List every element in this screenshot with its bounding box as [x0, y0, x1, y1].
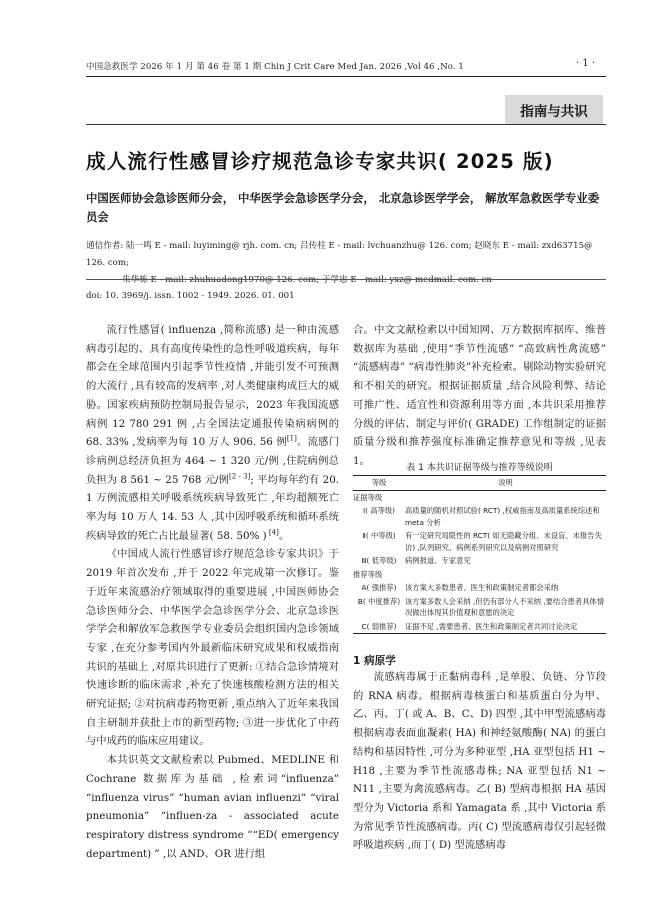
table-cell: 有一定研究局限性的 RCT( 如无隐藏分组、未设盲、未报告失访) ,队列研究、病例系列研究以及病例对照研究: [405, 531, 602, 552]
table-row: [353, 581, 606, 595]
page-number: · 1 ·: [576, 58, 596, 69]
paragraph-methods-cont: 合。中文文献检索以中国知网、万方数据库据库、维普数据库为基础 ,使用“季节性流感” “高致病性禽流感” “流感病毒” “病毒性肺炎”补充检索。剔除动物实验研究和不相关的研究。根据证据质量 ,结合风险利弊、结论可推广性、适宜性和资源利用等方面 ,本共识采用推荐分级的评估、制定与评价( GRADE) 工作组制定的证据质量分级和推荐强度标准确定推荐意见和等级 ,见表 1。: [353, 324, 606, 467]
right-column: [353, 321, 606, 471]
text-run: ; 平均每年约有 20. 1 万例流感相关呼吸系统疾病导致死亡 ,年均超额死亡率为每 10 万人 14. 53 人 ,其中因呼吸系统和循环系统疾病导致的死亡占比最显著( 58. 50% ): [86, 473, 340, 542]
table-cell: C( 弱推荐): [353, 620, 405, 634]
text-run: 。: [278, 529, 290, 542]
table-caption: 表 1 本共识证据等级与推荐等级说明: [406, 463, 553, 473]
citation[interactable]: [1]: [286, 434, 297, 443]
section-heading: 1 病原学: [353, 655, 396, 667]
table-row: [353, 504, 606, 529]
table-cell: 病例报道、专家意见: [405, 556, 471, 565]
table-header: 说明: [405, 476, 606, 491]
paragraph-intro: [86, 321, 339, 545]
table-group-row: [353, 568, 606, 582]
table-cell: Ⅰ( 高等级): [362, 506, 396, 515]
citation[interactable]: [2 - 3]: [228, 472, 251, 481]
correspondence-line-2: 朱华栋 E - mail: zhuhuadong1970@ 126. com; 于学忠 E - mail: yxz@ medmail. com. cn: [122, 275, 492, 285]
table-group-row: [353, 490, 606, 504]
table-cell: 该方案多数人会采纳 ,但仍有部分人不采纳 ,要结合患者具体情况做出体现其价值观和意愿的决定: [405, 596, 604, 617]
correspondence-line-1: 通信作者: 陆一鸣 E - mail: luyiming@ rjh. com. cn; 吕传柱 E - mail: lvchuanzhu@ 126. com; 赵晓东 E - mail: zxd63715@ 126. com;: [86, 241, 593, 268]
table-row: [353, 554, 606, 568]
doi: doi: 10. 3969/j. issn. 1002 - 1949. 2026. 01. 001: [86, 291, 295, 301]
running-header: 中国急救医学 2026 年 1 月 第 46 卷 第 1 期 Chin J Crit Care Med Jan. 2026 ,Vol 46 ,No. 1: [86, 62, 464, 72]
paragraph-background: 《中国成人流行性感冒诊疗规范急诊专家共识》于 2019 年首次发布 ,并于 2022 年完成第一次修订。鉴于近年来流感治疗领域取得的重要进展 ,中国医师协会急诊医师分会、中华医学会急诊医学分会、北京急诊医学学会和解放军急救医学专业委员会组织国内急诊领域专家 ,在充分参考国内外最新临床研究成果和权威指南共识的基础上 ,对原共识进行了更新: ①结合急诊情境对快速诊断的临床需求 ,补充了快速核酸检测方法的相关研究证据; ②对抗病毒药物更新 ,重点纳入了近年来我国自主研制并获批上市的新型药物; ③进一步优化了中药与中成药的临床应用建议。: [86, 548, 339, 748]
correspondence-rule: [86, 279, 606, 280]
table-cell: Ⅱ( 中等级): [362, 531, 396, 540]
table-row: [353, 529, 606, 554]
table-row: [353, 595, 606, 620]
table-cell: 证据不足 ,需要患者、医生和政策制定者共同讨论决定: [405, 620, 606, 634]
paragraph-pathogen: 流感病毒属于正黏病毒科 ,是单股、负链、分节段的 RNA 病毒。根据病毒核蛋白和基质蛋白分为甲、乙、丙、丁( 或 A、B、C、D) 四型 ,其中甲型流感病毒根据病毒表面血凝素( HA) 和神经氨酸酶( NA) 的蛋白结构和基因特性 ,可分为多种亚型 ,HA 亚型包括 H1 ~ H18 ,主要为季节性流感毒株; NA 亚型包括 N1 ~ N11 ,主要为禽流感病毒。乙( B) 型病毒根据 HA 基因型分为 Victoria 系和 Yamagata 系 ,其中 Victoria 系为常见季节性流感病毒。丙( C) 型流感病毒仅引起轻微呼吸道疾病 ,而丁( D) 型流感病毒: [353, 671, 606, 852]
table-cell: 该方案大多数患者、医生和政策制定者都会采纳: [405, 583, 559, 592]
text-run: 。流感门诊病例总经济负担为 464 ~ 1 320 元/例 ,住院病例总负担为 8 561 ~ 25 768 元/例: [86, 436, 340, 486]
evidence-table: [353, 475, 606, 634]
table-cell: 高质量的随机对照试验( RCT) ,权威指南及高质量系统综述和 meta 分析: [405, 506, 600, 527]
table-cell: B( 中度推荐): [357, 596, 401, 606]
left-column: [86, 321, 339, 863]
table-group-label: 推荐等级: [353, 569, 383, 579]
affiliations: 中国医师协会急诊医师分会， 中华医学会急诊医学分会， 北京急诊医学学会， 解放军急救医学专业委员会: [86, 191, 600, 224]
table-header-row: [353, 476, 606, 491]
table-group-label: 证据等级: [353, 492, 383, 502]
article-title: 成人流行性感冒诊疗规范急诊专家共识( 2025 版): [86, 150, 554, 173]
table-row: [353, 620, 606, 634]
table-cell: A( 强推荐): [361, 583, 397, 592]
correspondence: [86, 238, 606, 289]
table-header: 等级: [353, 476, 405, 491]
header-rule: [86, 76, 606, 77]
right-column-lower: [353, 668, 606, 855]
table-cell: Ⅲ( 低等级): [361, 556, 397, 565]
text-run: 流行性感冒( influenza ,简称流感) 是一种由流感病毒引起的、具有高度传染性的急性呼吸道疾病，每年都会在全球范围内引起季节性疫情 ,并能引发不可预测的大流行 ,具有较高的发病率 ,对人类健康构成巨大的威胁。国家疾病预防控制局报告显示，2023 年我国流感病例 12 780 291 例 ,占全国法定通报传染病病例的 68. 33% ,发病率为每 10 万人 906. 56 例: [86, 324, 339, 449]
column-tag: 指南与共识: [505, 95, 603, 125]
citation[interactable]: [4]: [266, 528, 279, 537]
paragraph-methods: 本共识英文文献检索以 Pubmed、MEDLINE 和 Cochrane 数据库为基础 ,检索词“influenza” “influenza virus” “human avian influenzi” “viral pneumonia” “influen-za - associated acute respiratory distress syndrome ”“ED( emergency department) ” ,以 AND、OR 进行组: [86, 754, 339, 860]
tag-rule: [86, 124, 606, 125]
